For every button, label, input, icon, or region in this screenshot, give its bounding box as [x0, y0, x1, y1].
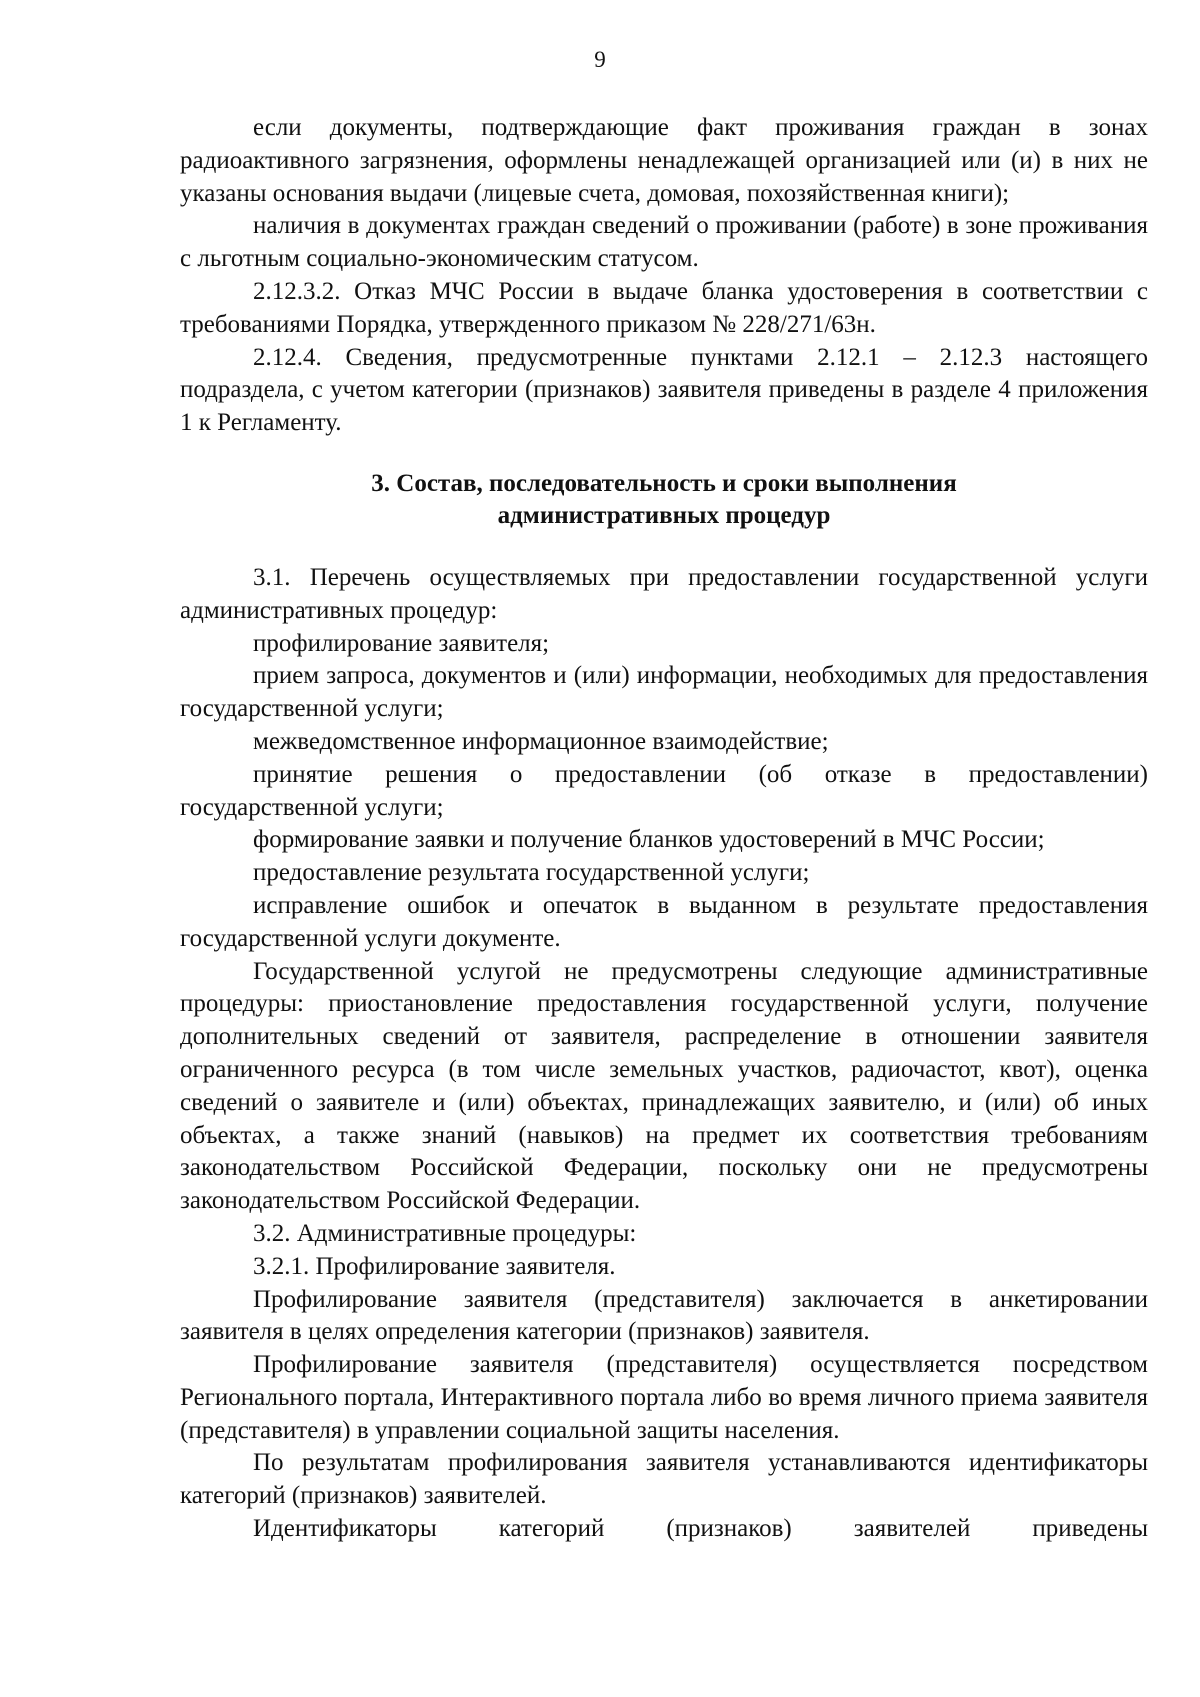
page-number: 9 [594, 47, 606, 72]
list-item-result: предоставление результата государственной услуги; [253, 859, 810, 887]
section-heading-line-1: 3. Состав, последовательность и сроки выполнения [371, 469, 957, 497]
paragraph-profiling-results: По результатам профилирования заявителя устанавливаются идентификаторы категорий (признаков) заявителей. [180, 1449, 1148, 1510]
list-item-decision: принятие решения о предоставлении (об отказе в предоставлении) государственной услуги; [180, 760, 1148, 821]
list-item-request-intake: прием запроса, документов и (или) информации, необходимых для предоставления государственной услуги; [180, 662, 1148, 723]
paragraph-2-12-4: 2.12.4. Сведения, предусмотренные пунктами 2.12.1 – 2.12.3 настоящего подраздела, с учетом категории (признаков) заявителя приведены в разделе 4 приложения 1 к Регламенту. [180, 343, 1148, 437]
section-heading [180, 468, 1148, 532]
paragraph-identifiers: Идентификаторы категорий (признаков) заявителей приведены [253, 1515, 1148, 1543]
paragraph-residence-documents: если документы, подтверждающие факт проживания граждан в зонах радиоактивного загрязнения, оформлены ненадлежащей организацией или (и) в них не указаны основания выдачи (лицевые счета, домовая, похозяйственная книги); [180, 114, 1148, 207]
paragraph-profiling-channels: Профилирование заявителя (представителя) осуществляется посредством Регионального портала, Интерактивного портала либо во время личного приема заявителя (представителя) в управлении социальной защиты населения. [180, 1351, 1148, 1444]
document-body [180, 112, 1148, 1546]
paragraph-not-provided-procedures: Государственной услугой не предусмотрены следующие административные процедуры: приостановление предоставления государственной услуги, получение дополнительных сведений от заявителя, распределение в отношении заявителя ограниченного ресурса (в том числе земельных участков, радиочастот, квот), оценка сведений о заявителе и (или) объектах, принадлежащих заявителю, и (или) об иных объектах, а также знаний (навыков) на предмет их соответствия требованиям законодательством Российской Федерации, поскольку они не предусмотрены законодательством Российской Федерации. [180, 957, 1148, 1215]
paragraph-3-2: 3.2. Административные процедуры: [253, 1219, 637, 1247]
paragraph-profiling-survey: Профилирование заявителя (представителя) заключается в анкетировании заявителя в целях определения категории (признаков) заявителя. [180, 1285, 1148, 1346]
list-item-profiling: профилирование заявителя; [253, 629, 550, 657]
paragraph-2-12-3-2: 2.12.3.2. Отказ МЧС России в выдаче бланка удостоверения в соответствии с требованиями Порядка, утвержденного приказом № 228/271/63н. [180, 277, 1148, 338]
list-item-error-correction: исправление ошибок и опечаток в выданном в результате предоставления государственной услуги документе. [180, 891, 1148, 952]
paragraph-3-2-1: 3.2.1. Профилирование заявителя. [253, 1252, 616, 1280]
list-item-interagency: межведомственное информационное взаимодействие; [253, 727, 829, 755]
paragraph-3-1: 3.1. Перечень осуществляемых при предоставлении государственной услуги административных процедур: [180, 563, 1148, 624]
list-item-forms-request: формирование заявки и получение бланков удостоверений в МЧС России; [253, 826, 1045, 854]
section-heading-line-2: административных процедур [497, 501, 831, 529]
paragraph-preferential-status: наличия в документах граждан сведений о проживании (работе) в зоне проживания с льготным социально-экономическим статусом. [180, 212, 1148, 273]
